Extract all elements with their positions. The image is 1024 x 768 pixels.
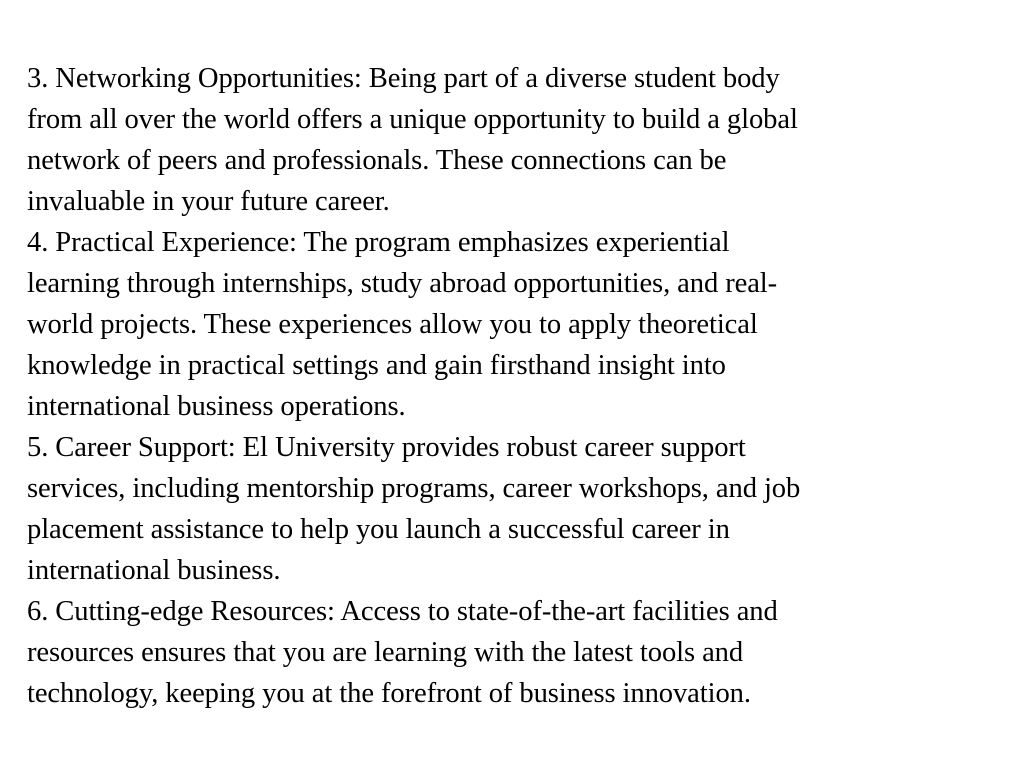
point-5-line-3: placement assistance to help you launch a successful career in (27, 514, 730, 545)
point-3-line-3: network of peers and professionals. These connections can be (27, 145, 727, 176)
point-6-line-2: resources ensures that you are learning with the latest tools and (27, 637, 744, 668)
point-5-line-2: services, including mentorship programs, career workshops, and job (27, 473, 801, 504)
point-5-line-4: international business. (27, 555, 281, 586)
point-4-line-1: 4. Practical Experience: The program emphasizes experiential (27, 227, 730, 258)
point-4-line-5: international business operations. (27, 391, 406, 422)
point-3-line-2: from all over the world offers a unique opportunity to build a global (27, 104, 798, 135)
point-6-line-3: technology, keeping you at the forefront of business innovation. (27, 678, 751, 709)
point-4-line-3: world projects. These experiences allow you to apply theoretical (27, 309, 758, 340)
point-5-line-1: 5. Career Support: El University provides robust career support (27, 432, 746, 463)
slide-body-text (27, 58, 977, 714)
point-4-line-2: learning through internships, study abroad opportunities, and real- (27, 268, 778, 299)
point-3-line-4: invaluable in your future career. (27, 186, 390, 217)
point-3-line-1: 3. Networking Opportunities: Being part of a diverse student body (27, 63, 780, 94)
point-6-line-1: 6. Cutting-edge Resources: Access to state-of-the-art facilities and (27, 596, 778, 627)
point-4-line-4: knowledge in practical settings and gain firsthand insight into (27, 350, 726, 381)
